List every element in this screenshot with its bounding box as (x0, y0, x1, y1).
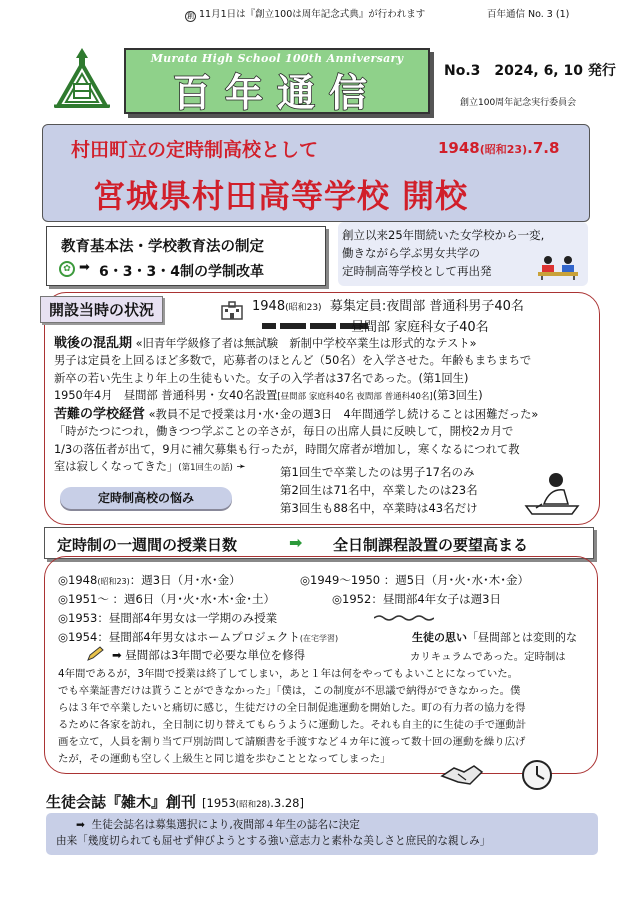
masthead-english: Murata High School 100th Anniversary (150, 52, 404, 65)
law-subtitle: 6・3・3・4制の学制改革 (99, 264, 264, 280)
graduation-stats (280, 463, 478, 517)
flower-icon: ✿ (59, 261, 75, 277)
recruit-era: (昭和23) (285, 303, 322, 313)
schedule-text: ：週3日（月･水･金） (129, 573, 241, 587)
restart-line: 働きながら学ぶ男女共学の (342, 246, 480, 260)
opening-year: 1948 (438, 139, 480, 157)
bullet-icon: ◎ (58, 573, 69, 587)
arrow-right-icon: ➡ (79, 260, 90, 275)
full-time-demand-title: 全日制課程設置の要望高まる (333, 536, 529, 554)
issue-line (444, 60, 616, 80)
schedule-text: 1953：昼間部4年男女は一学期のみ授業 (68, 611, 278, 625)
school-emblem-icon (52, 46, 112, 110)
bullet-icon: ◎ (58, 630, 69, 644)
hardship-heading: 苦難の学校経営 (54, 407, 146, 423)
schedule-year: 1948 (68, 573, 98, 587)
opening-body (54, 335, 594, 477)
opening-era: (昭和23) (479, 143, 528, 156)
weekly-days-title-bar (44, 527, 594, 559)
clock-globe-icon (516, 758, 558, 792)
voice-line: らは３年で卒業したいと痛切に感じ，生徒だけの全日制促進運動を開始した。町の有力者の協力を得 (58, 702, 526, 714)
magazine-year: [1953 (202, 796, 236, 810)
magazine-line1: 生徒会誌名は募集選択により,夜間部４年生の誌名に決定 (91, 819, 360, 831)
schedule-1948 (58, 572, 241, 591)
magazine-heading: 生徒会誌『雑木』創刊 (46, 793, 197, 811)
issue-number: No.3 (444, 63, 481, 79)
masthead (124, 48, 430, 114)
opening-day: .7.8 (527, 139, 560, 157)
bullet-icon: ◎ (58, 611, 69, 625)
body-line: 1/3の落伍者が出て，9月に補欠募集も行ったが，時間欠席者が増加し，寒くなるにつれて教 (54, 442, 520, 456)
schedule-1949 (300, 572, 529, 590)
law-box (46, 226, 326, 286)
issue-date: 2024, 6, 10 発行 (494, 63, 616, 79)
top-notice (185, 6, 425, 22)
masthead-title: 百年通信 (172, 71, 381, 115)
schedule-1953 (58, 610, 277, 628)
schedule-text: 1949～1950 ：週5日（月･火･水･木･金） (310, 573, 530, 587)
confusion-heading: 戦後の混乱期 (54, 336, 133, 351)
headline-line2: 宮城県村田高等学校 開校 (93, 177, 469, 215)
bullet-icon: ◎ (300, 573, 311, 587)
schedule-1954-detail (112, 647, 305, 665)
opening-date (438, 139, 559, 157)
schedule-1951 (58, 591, 275, 609)
magazine-info-box (46, 813, 598, 855)
quote-source: (第1回生の話) (178, 463, 233, 474)
quote-end: 室は寂しくなってきた」 (54, 460, 179, 474)
grad-line: 第2回生は71名中，卒業したのは23名 (280, 483, 478, 497)
handshake-icon (440, 760, 484, 788)
bullet-icon: ◎ (58, 592, 69, 606)
schedule-era: (昭和23) (97, 577, 130, 586)
voice-head: 生徒の思い (412, 631, 467, 644)
recruit-line1: 募集定員:夜間部 普通科男子40名 (329, 299, 524, 314)
schedule-note: (在宅学習) (299, 634, 339, 643)
headline-line1: 村田町立の定時制高校として (71, 139, 319, 161)
voice-line: 画を立て，人員を割り当て戸別訪問して請願書を手渡すなど４カ年に渡って数十回の運動を繰り広げ (58, 736, 526, 748)
section-title-opening: 開設当時の状況 (40, 296, 163, 323)
arrow-right-icon: ➡ (112, 648, 122, 662)
schedule-text: 1954：昼間部4年男女はホームプロジェクト (68, 630, 300, 644)
schedule-text: 1952：昼間部4年女子は週3日 (342, 592, 501, 606)
student-voice-heading (412, 629, 577, 645)
students-at-desk-icon (536, 254, 580, 280)
wave-decoration-icon (374, 614, 434, 622)
top-notice-text: 11月1日は『創立100は周年記念式典』が行われます (199, 9, 426, 20)
schedule-text: 昼間部は3年間で必要な単位を修得 (125, 648, 306, 662)
seal-icon: 創 (187, 12, 194, 20)
line-1950-gen: (第3回生) (432, 388, 483, 402)
restart-line: 定時制高等学校として再出発 (342, 264, 492, 278)
committee-name: 創立100周年記念実行委員会 (460, 98, 577, 108)
worry-caption: 定時制高校の悩み (60, 487, 232, 509)
law-title: 教育基本法・学校教育法の制定 (61, 239, 264, 255)
body-line: 男子は定員を上回るほど多数で，応募者のほとんど（50名）を入学させた。年齢もまちまちで (54, 354, 532, 368)
grad-line: 第3回生も88名中，卒業時は43名だけ (280, 501, 478, 515)
magazine-title (46, 791, 304, 812)
headline-banner (42, 124, 590, 222)
weekly-days-title: 定時制の一週間の授業日数 (57, 536, 238, 554)
recruitment-info (252, 297, 524, 338)
schedule-text: 1951～ ：週6日（月･火･水･木･金･土） (68, 592, 276, 606)
recruit-line2: 昼間部 家庭科女子40名 (351, 320, 489, 335)
voice-line: でも卒業証書だけは貰うことができなかった」「僕は，この制度が不思議で納得ができなかった。僕 (58, 685, 521, 697)
student-writing-icon (522, 470, 582, 516)
voice-line: るために各家を訪れ，全日制に切り替えてもらうように運動した。それも自主的に生徒の手で運動計 (58, 719, 527, 731)
voice-intro: 「昼間部とは変則的な (467, 631, 577, 644)
magazine-line2: 由来「幾度切られても屈せず伸びようとする強い意志力と素朴な美しさと庶民的な親しみ」 (56, 835, 491, 847)
school-building-icon (220, 300, 244, 320)
pencil-icon (86, 646, 104, 662)
schedule-1952 (332, 591, 501, 609)
voice-line: たが，その運動も空しく上級生と同じ道を歩むこととなってしまった」 (58, 753, 391, 765)
confusion-note: «旧青年学級修了者は無試験 新制中学校卒業生は形式的なテスト» (135, 337, 477, 350)
arrow-right-icon: ➛ (236, 460, 246, 474)
body-line: 新卒の若い先生より年上の生徒もいた。女子の入学者は37名であった。(第1回生) (54, 371, 469, 385)
body-line: 「時がたつにつれ，働きつつ学ぶことの辛さが，毎日の出席人員に反映して，開校2カ月で (54, 425, 514, 439)
bullet-icon: ◎ (332, 592, 343, 606)
arrow-right-icon: ➡ (289, 533, 303, 552)
voice-line: 4年間であるが，3年間で授業は終了してしまい，あと１年は何をやってもよいことになっていた。 (58, 668, 519, 680)
restart-line: 創立以来25年間続いた女学校から一変, (342, 228, 545, 242)
line-1950-note: [昼間部 家庭科40名 夜間部 普通科40名] (277, 391, 433, 402)
line-1950: 1950年4月 昼間部 普通科男・女40名設置 (54, 388, 278, 402)
magazine-era: (昭和28) (235, 800, 271, 810)
voice-intro-line2: カリキュラムであった。定時制は (410, 651, 566, 663)
schedule-1954 (58, 629, 338, 648)
hardship-note: «教員不足で授業は月･水･金の週3日 4年間通学し続けることは困難だった» (148, 408, 539, 422)
grad-line: 第1回生で卒業したのは男子17名のみ (280, 465, 475, 479)
magazine-date: .3.28] (270, 796, 304, 810)
recruit-year: 1948 (252, 299, 286, 314)
arrow-right-icon: ➡ (76, 819, 85, 831)
top-issue-number: 百年通信 No. 3 (1) (487, 9, 570, 20)
